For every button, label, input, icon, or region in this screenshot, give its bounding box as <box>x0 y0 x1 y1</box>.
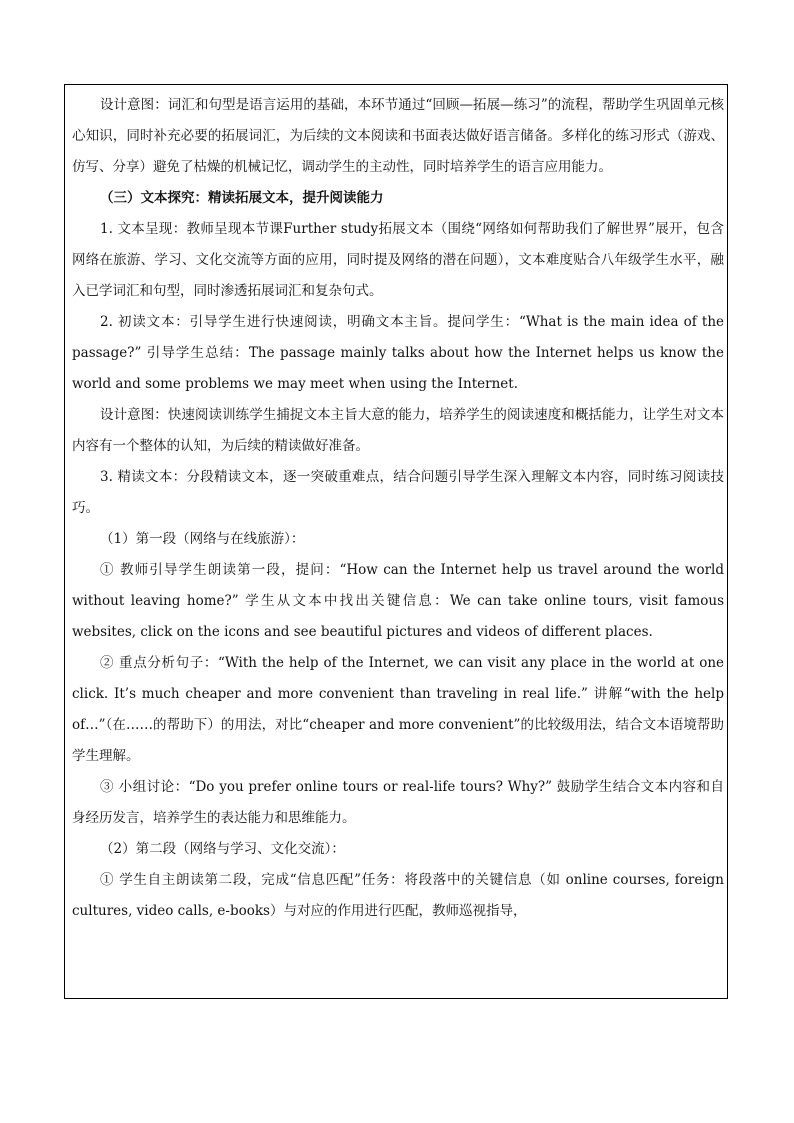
step-first-reading: 2. 初读文本：引导学生进行快速阅读，明确文本主旨。提问学生：“What is the main idea of the passage?” 引导学生总结：The passage mainly talks about how the Internet helps us know the world and some problems we may meet when using the Internet. <box>72 314 724 392</box>
list-item: ① 教师引导学生朗读第一段，提问：“How can the Internet help us travel around the world without leaving home?” 学生从文本中找出关键信息：We can take online tours, visit famous websites, click on the icons and see beautiful pictures and videos of different places. <box>72 562 724 640</box>
design-intent-paragraph: 设计意图：快速阅读训练学生捕捉文本主旨大意的能力，培养学生的阅读速度和概括能力，让学生对文本内容有一个整体的认知，为后续的精读做好准备。 <box>72 407 724 454</box>
list-item: ① 学生自主朗读第二段，完成“信息匹配”任务：将段落中的关键信息（如 online courses, foreign cultures, video calls, e-books）与对应的作用进行匹配，教师巡视指导， <box>72 872 724 919</box>
design-intent-paragraph: 设计意图：词汇和句型是语言运用的基础，本环节通过“回顾—拓展—练习”的流程，帮助学生巩固单元核心知识，同时补充必要的拓展词汇，为后续的文本阅读和书面表达做好语言储备。多样化的练习形式（游戏、仿写、分享）避免了枯燥的机械记忆，调动学生的主动性，同时培养学生的语言应用能力。 <box>72 97 724 175</box>
lesson-plan-text <box>72 90 724 927</box>
list-item: ② 重点分析句子：“With the help of the Internet, we can visit any place in the world at one click. It’s much cheaper and more convenient than traveling in real life.” 讲解“with the help of…”（在……的帮助下）的用法，对比“cheaper and more convenient”的比较级用法，结合文本语境帮助学生理解。 <box>72 655 724 764</box>
sub-heading-paragraph-two: （2）第二段（网络与学习、文化交流）： <box>100 841 345 857</box>
step-text-presentation: 1. 文本呈现：教师呈现本节课Further study拓展文本（围绕“网络如何帮助我们了解世界”展开，包含网络在旅游、学习、文化交流等方面的应用，同时提及网络的潜在问题），文本难度贴合八年级学生水平，融入已学词汇和句型，同时渗透拓展词汇和复杂句式。 <box>72 221 724 299</box>
list-item: ③ 小组讨论：“Do you prefer online tours or real-life tours? Why?” 鼓励学生结合文本内容和自身经历发言，培养学生的表达能力和思维能力。 <box>72 779 724 826</box>
section-heading: （三）文本探究：精读拓展文本，提升阅读能力 <box>100 190 384 206</box>
sub-heading-paragraph-one: （1）第一段（网络与在线旅游）： <box>100 531 305 547</box>
step-intensive-reading: 3. 精读文本：分段精读文本，逐一突破重难点，结合问题引导学生深入理解文本内容，同时练习阅读技巧。 <box>72 469 724 516</box>
